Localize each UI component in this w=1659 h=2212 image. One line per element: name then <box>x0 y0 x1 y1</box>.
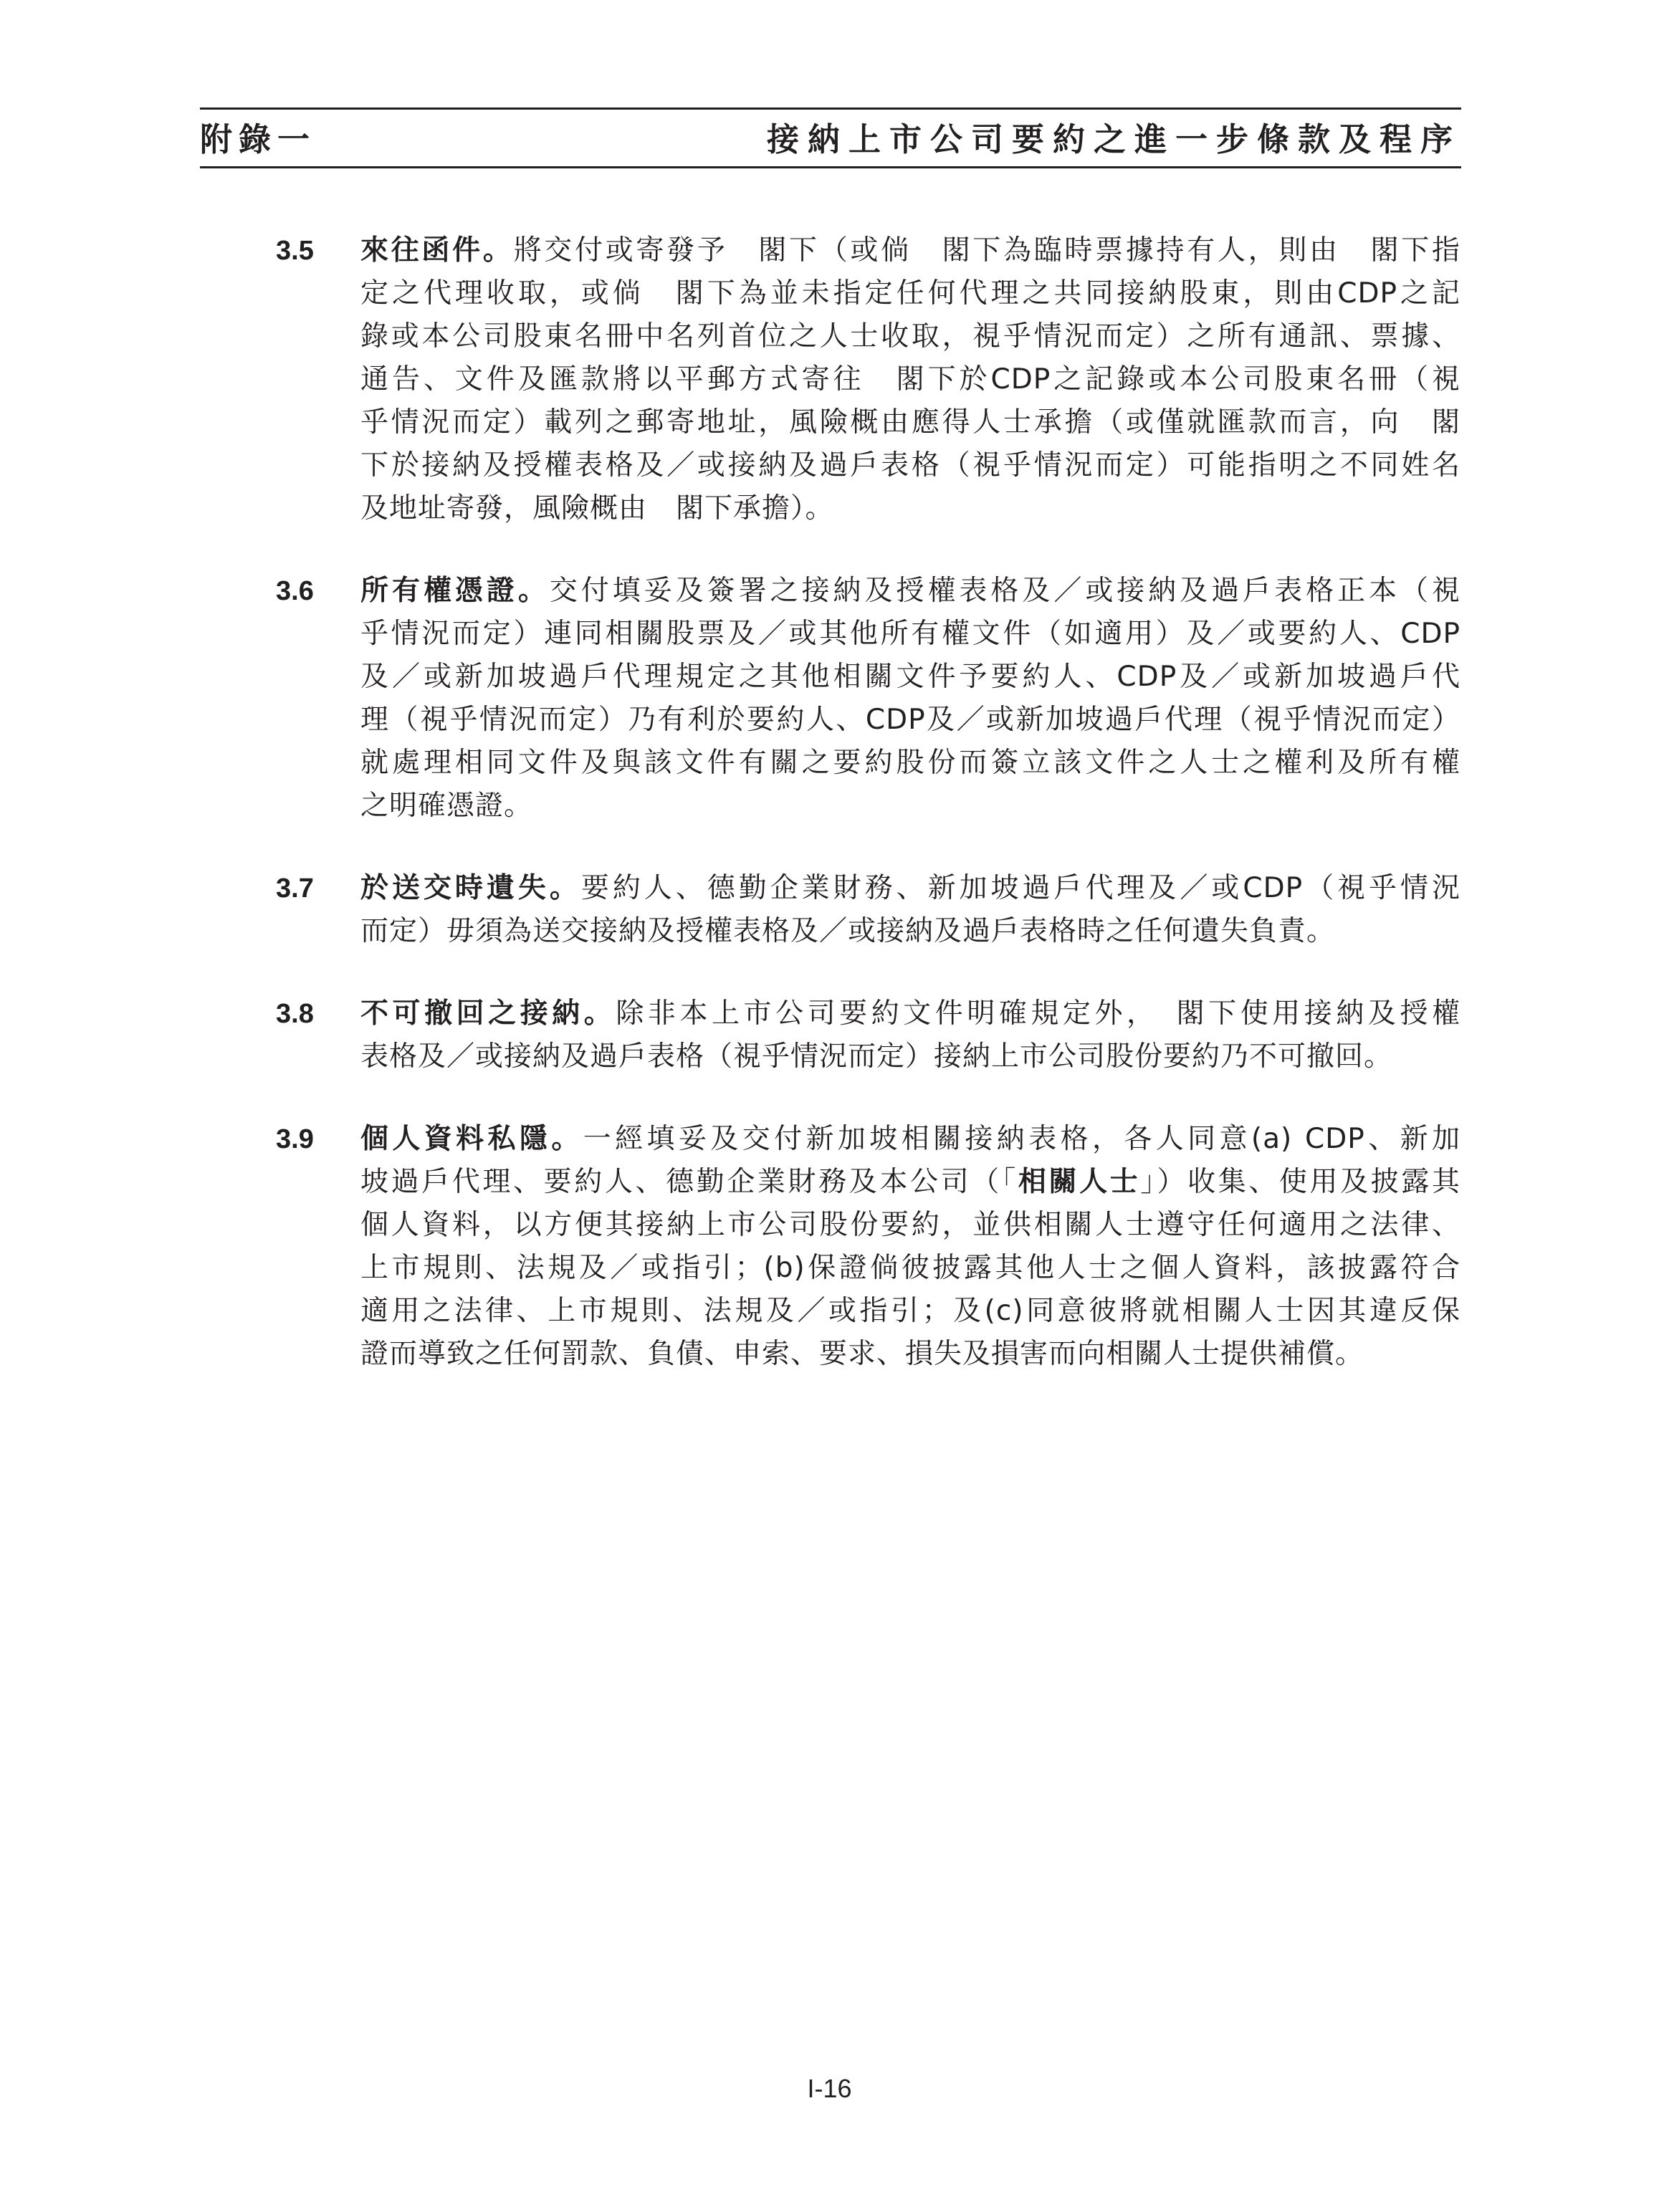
section-text <box>360 992 1460 1078</box>
text-run: 下於接納及授權表格及／或接納及過戶表格（視乎情況而定）可能指明之不同姓名 <box>360 449 1460 482</box>
text-run: 錄或本公司股東名冊中名列首位之人士收取，視乎情況而定）之所有通訊、票據、 <box>360 320 1460 353</box>
text-run: 坡過戶代理、要約人、德勤企業財務及本公司（「 <box>360 1166 1018 1198</box>
bold-term: 所有權憑證。 <box>360 575 550 607</box>
section-text <box>360 229 1460 530</box>
text-line <box>360 992 1460 1035</box>
text-run: 交付填妥及簽署之接納及授權表格及／或接納及過戶表格正本（視 <box>549 575 1460 607</box>
bold-term: 不可撤回之接納。 <box>360 997 616 1030</box>
section-text <box>360 570 1460 828</box>
section-number: 3.7 <box>276 873 314 904</box>
text-run: 證而導致之任何罰款、負債、申索、要求、損失及損害而向相關人士提供補償。 <box>360 1338 1364 1370</box>
text-line <box>360 1204 1460 1247</box>
bold-term: 來往函件。 <box>360 234 514 267</box>
text-run: 乎情況而定）載列之郵寄地址，風險概由應得人士承擔（或僅就匯款而言，向 閣 <box>360 406 1460 439</box>
text-run: 個人資料，以方便其接納上市公司股份要約，並供相關人士遵守任何適用之法律、 <box>360 1209 1460 1241</box>
text-line <box>360 315 1460 358</box>
bold-term: 相關人士 <box>1018 1166 1141 1198</box>
text-line <box>360 229 1460 272</box>
section-text <box>360 1118 1460 1376</box>
text-run: 理（視乎情況而定）乃有利於要約人、CDP及／或新加坡過戶代理（視乎情況而定） <box>360 704 1460 736</box>
section-text <box>360 867 1460 953</box>
text-line <box>360 867 1460 910</box>
appendix-label: 附錄一 <box>200 120 317 158</box>
bold-term: 個人資料私隱。 <box>360 1123 583 1155</box>
text-run: 通告、文件及匯款將以平郵方式寄往 閣下於CDP之記錄或本公司股東名冊（視 <box>360 363 1460 396</box>
text-run: 要約人、德勤企業財務、新加坡過戶代理及／或CDP（視乎情況 <box>580 872 1460 904</box>
text-line <box>360 1118 1460 1161</box>
text-run: 及／或新加坡過戶代理規定之其他相關文件予要約人、CDP及／或新加坡過戶代 <box>360 661 1460 693</box>
text-line <box>360 742 1460 785</box>
text-line <box>360 570 1460 613</box>
text-line <box>360 910 1460 953</box>
text-line <box>360 613 1460 656</box>
text-line <box>360 1035 1460 1078</box>
text-line <box>360 444 1460 487</box>
text-run: 就處理相同文件及與該文件有關之要約股份而簽立該文件之人士之權利及所有權 <box>360 747 1460 779</box>
text-line <box>360 1333 1460 1376</box>
text-line <box>360 1161 1460 1204</box>
text-run: 乎情況而定）連同相關股票及／或其他所有權文件（如適用）及／或要約人、CDP <box>360 618 1460 650</box>
section-number: 3.8 <box>276 999 314 1029</box>
text-run: 而定）毋須為送交接納及授權表格及／或接納及過戶表格時之任何遺失負責。 <box>360 915 1336 947</box>
text-line <box>360 1290 1460 1333</box>
section-number: 3.6 <box>276 576 314 606</box>
text-run: 除非本上市公司要約文件明確規定外， 閣下使用接納及授權 <box>616 997 1460 1030</box>
text-line <box>360 1247 1460 1290</box>
bold-term: 於送交時遺失。 <box>360 872 581 904</box>
text-run: 表格及／或接納及過戶表格（視乎情況而定）接納上市公司股份要約乃不可撤回。 <box>360 1040 1393 1073</box>
text-line <box>360 656 1460 699</box>
text-run: 將交付或寄發予 閣下（或倘 閣下為臨時票據持有人，則由 閣下指 <box>513 234 1460 267</box>
text-run: 及地址寄發，風險概由 閣下承擔）。 <box>360 492 834 525</box>
header-title: 接納上市公司要約之進一步條款及程序 <box>766 120 1461 158</box>
text-run: 上市規則、法規及／或指引；(b)保證倘彼披露其他人士之個人資料，該披露符合 <box>360 1252 1460 1284</box>
text-line <box>360 358 1460 401</box>
text-line <box>360 487 1460 530</box>
text-run: 一經填妥及交付新加坡相關接納表格，各人同意(a) CDP、新加 <box>583 1123 1460 1155</box>
text-line <box>360 401 1460 444</box>
page-header <box>200 107 1461 168</box>
section-number: 3.5 <box>276 236 314 266</box>
text-run: 定之代理收取，或倘 閣下為並未指定任何代理之共同接納股東，則由CDP之記 <box>360 277 1460 310</box>
text-run: 之明確憑證。 <box>360 790 533 822</box>
section-number: 3.9 <box>276 1124 314 1154</box>
page-number: I-16 <box>807 2074 852 2103</box>
text-run: 適用之法律、上市規則、法規及／或指引；及(c)同意彼將就相關人士因其違反保 <box>360 1295 1460 1327</box>
text-run: 」）收集、使用及披露其 <box>1140 1166 1460 1198</box>
text-line <box>360 785 1460 828</box>
text-line <box>360 272 1460 315</box>
text-line <box>360 699 1460 742</box>
